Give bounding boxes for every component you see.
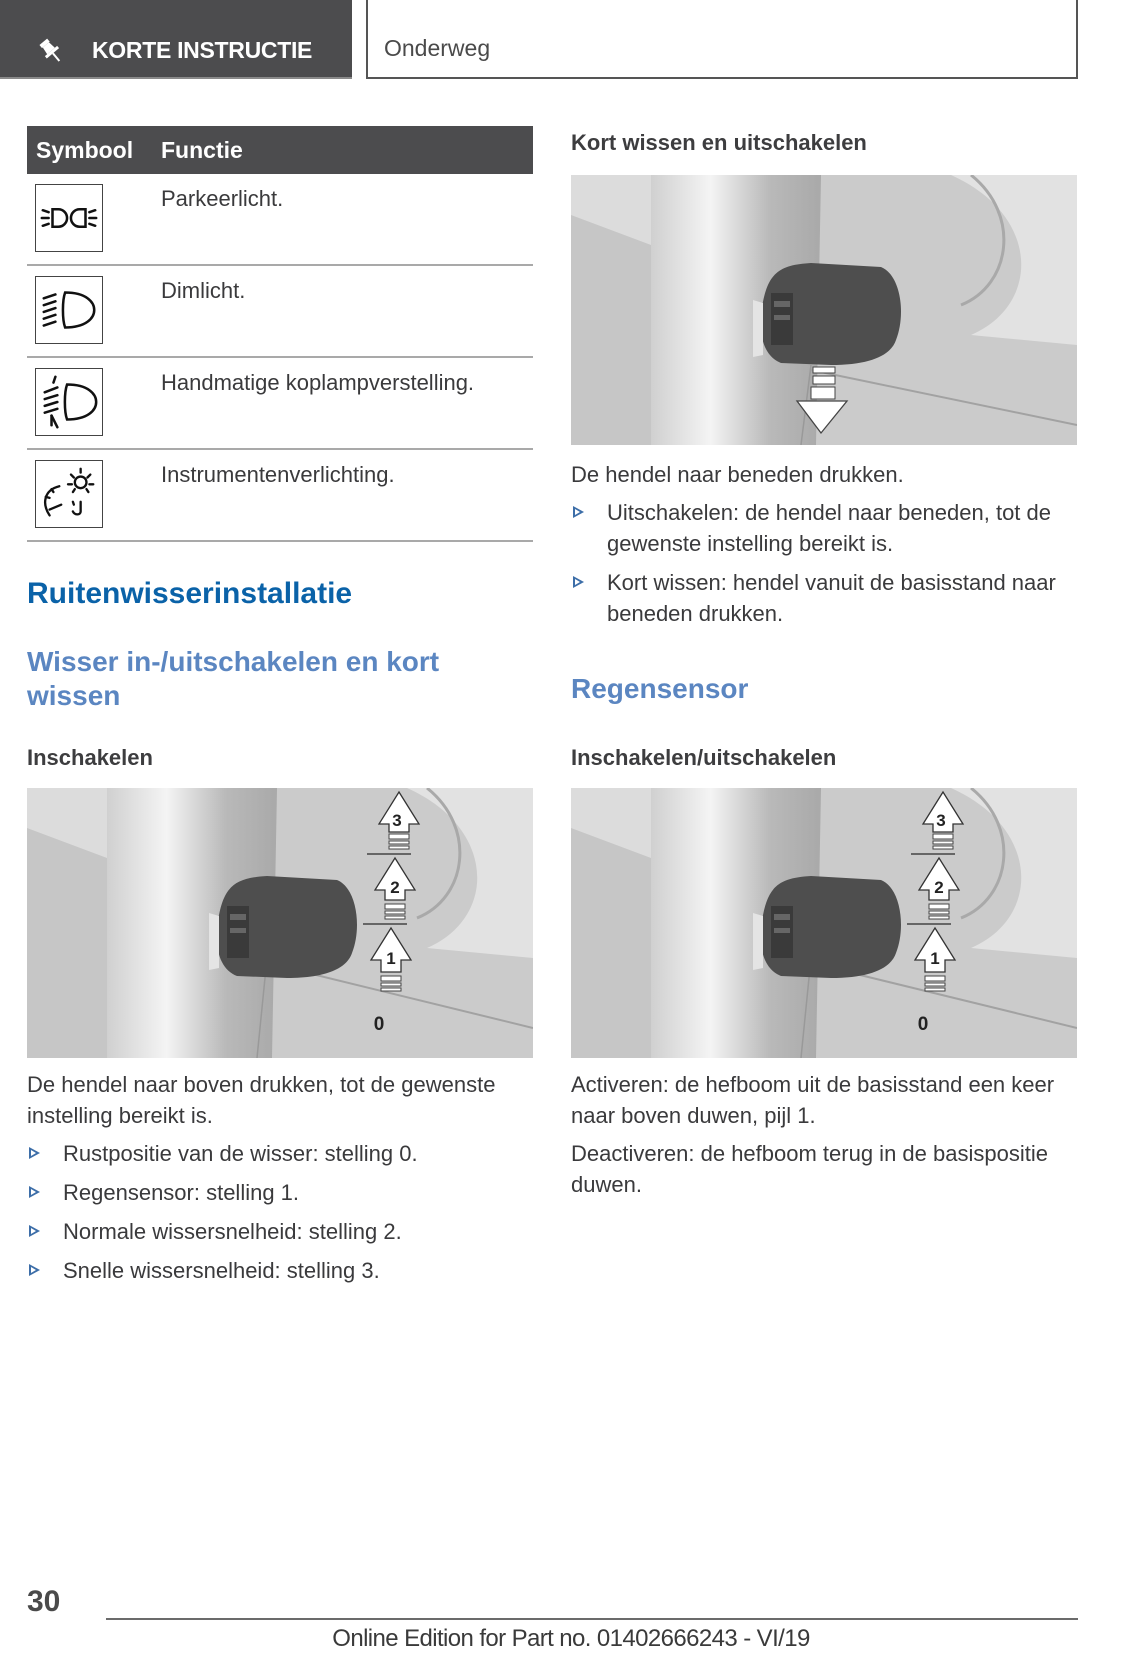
low-beam-icon <box>35 276 103 344</box>
position-0-label: 0 <box>917 1014 929 1035</box>
parking-light-icon <box>35 184 103 252</box>
pushpin-icon <box>36 36 66 66</box>
wiper-positions-list <box>27 1138 527 1294</box>
svg-text:2: 2 <box>390 878 400 897</box>
sub-heading-inschakelen-uitschakelen: Inschakelen/uitschakelen <box>571 745 837 770</box>
sub-heading-inschakelen: Inschakelen <box>27 745 153 770</box>
list-item: Normale wissersnelheid: stelling 2. <box>27 1216 527 1247</box>
bullet-triangle-icon <box>573 576 584 588</box>
table-row <box>27 266 533 358</box>
wiper-lever-down-illustration <box>571 175 1077 445</box>
function-text: Dimlicht. <box>161 278 246 303</box>
svg-text:3: 3 <box>392 811 402 830</box>
table-row <box>27 450 533 542</box>
svg-text:1: 1 <box>386 949 396 968</box>
list-item: Regensensor: stelling 1. <box>27 1177 527 1208</box>
page-number: 30 <box>27 1585 61 1618</box>
wipe-off-list <box>571 497 1081 637</box>
sub-heading-kort-wissen: Kort wissen en uitschakelen <box>571 130 867 155</box>
intro-text-down: De hendel naar beneden drukken. <box>571 462 904 487</box>
bullet-triangle-icon <box>29 1186 40 1198</box>
bullet-triangle-icon <box>29 1264 40 1276</box>
svg-text:1: 1 <box>930 949 940 968</box>
bullet-triangle-icon <box>29 1225 40 1237</box>
edition-text: Online Edition for Part no. 01402666243 - VI/19 <box>332 1625 810 1652</box>
chapter-box <box>366 0 1078 79</box>
section-title: Ruitenwisserinstallatie <box>27 577 353 610</box>
deactivate-text: Deactiveren: de hefboom terug in de basispositie duwen. <box>571 1141 1048 1197</box>
table-row <box>27 174 533 266</box>
instrument-lighting-icon <box>35 460 103 528</box>
rain-sensor-title: Regensensor <box>571 673 749 704</box>
function-text: Parkeerlicht. <box>161 186 284 211</box>
subsection-title: Wisser in-/uitschakelen en kort wissen <box>27 646 440 711</box>
table-row <box>27 358 533 450</box>
function-text: Handmatige koplampverstelling. <box>161 370 475 395</box>
section-tab <box>0 0 352 79</box>
lever-diagram <box>27 788 533 1058</box>
list-item: Snelle wissersnelheid: stelling 3. <box>27 1255 527 1286</box>
chapter-label: Onderweg <box>384 35 491 61</box>
activate-text: Activeren: de hefboom uit de basisstand een keer naar boven duwen, pijl 1. <box>571 1072 1055 1128</box>
table-header <box>27 126 533 174</box>
headlight-range-control-icon <box>35 368 103 436</box>
column-header-symbol: Symbool <box>36 137 134 163</box>
lever-diagram <box>571 175 1077 445</box>
svg-text:2: 2 <box>934 878 944 897</box>
list-item: Rustpositie van de wisser: stelling 0. <box>27 1138 527 1169</box>
wiper-lever-up-illustration <box>27 788 533 1058</box>
lever-diagram <box>571 788 1077 1058</box>
intro-text: De hendel naar boven drukken, tot de gewenste instelling bereikt is. <box>27 1072 496 1128</box>
section-label: KORTE INSTRUCTIE <box>92 37 313 63</box>
footer-divider <box>106 1618 1078 1620</box>
rain-sensor-lever-illustration <box>571 788 1077 1058</box>
symbol-table <box>27 126 533 542</box>
position-0-label: 0 <box>373 1014 385 1035</box>
column-header-function: Functie <box>161 137 243 163</box>
bullet-triangle-icon <box>29 1147 40 1159</box>
svg-text:3: 3 <box>936 811 946 830</box>
list-item: Kort wissen: hendel vanuit de basisstand naar beneden drukken. <box>571 567 1081 629</box>
list-item: Uitschakelen: de hendel naar beneden, tot de gewenste instelling bereikt is. <box>571 497 1081 559</box>
function-text: Instrumentenverlichting. <box>161 462 395 487</box>
bullet-triangle-icon <box>573 506 584 518</box>
